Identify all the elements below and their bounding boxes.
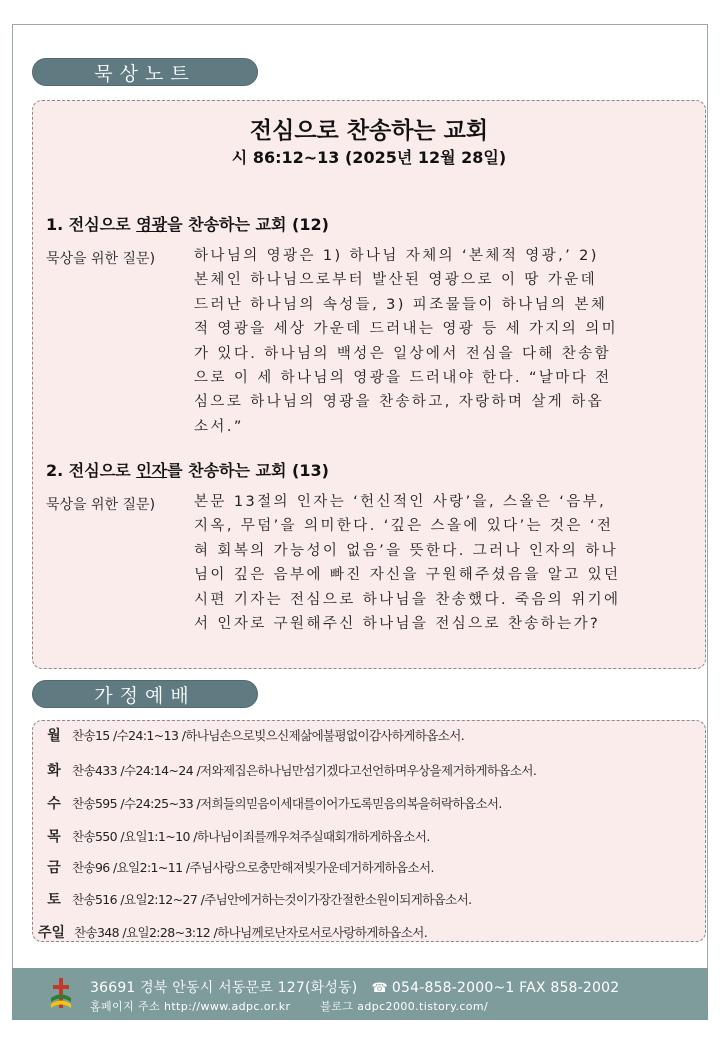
point-1-line: 심으로 하나님의 영광을 찬송하고, 자랑하며 살게 하옵 bbox=[194, 394, 605, 411]
point-1-line: 하나님의 영광은 1) 하나님 자체의 ‘본체적 영광,’ 2) bbox=[194, 248, 599, 264]
day-label: 금 bbox=[47, 860, 61, 876]
footer-web-line bbox=[90, 998, 488, 1014]
point-2-line: 님이 깊은 음부에 빠진 자신을 구원해주셨음을 알고 있던 bbox=[194, 567, 621, 584]
day-label: 목 bbox=[47, 829, 61, 845]
point-1-line: 가 있다. 하나님의 백성은 일상에서 전심을 다해 찬송함 bbox=[194, 345, 612, 362]
phone-icon: ☎ bbox=[371, 981, 388, 996]
point-1-heading-prefix: 1. 전심으로 bbox=[46, 215, 137, 234]
meditation-notes-label: 묵상노트 bbox=[32, 58, 258, 86]
worship-text: 찬송550 /요일1:1~10 /하나님이죄를깨우쳐주실때회개하게하옵소서. bbox=[72, 829, 430, 844]
family-worship-row-thu bbox=[36, 825, 430, 847]
point-1-line: 소서.” bbox=[194, 418, 244, 435]
family-worship-row-mon bbox=[36, 724, 464, 746]
church-logo-icon bbox=[50, 976, 72, 1012]
worship-text: 찬송96 /요일2:1~11 /주님사랑으로충만해져빛가운데거하게하옵소서. bbox=[72, 860, 434, 875]
day-label: 토 bbox=[47, 892, 61, 908]
point-2-question-body bbox=[194, 490, 688, 636]
family-worship-row-sun bbox=[36, 921, 427, 943]
point-1-question-body bbox=[194, 244, 688, 439]
sermon-subtitle: 시 86:12~13 (2025년 12월 28일) bbox=[231, 148, 507, 167]
worship-text: 찬송15 /수24:1~13 /하나님손으로빚으신제삶에불평없이감사하게하옵소서. bbox=[72, 728, 465, 743]
day-label: 월 bbox=[47, 728, 61, 744]
footer-homepage[interactable]: 홈페이지 주소 http://www.adpc.or.kr bbox=[90, 1000, 291, 1013]
family-worship-row-tue bbox=[36, 759, 536, 781]
point-1-line: 적 영광을 세상 가운데 드러내는 영광 등 세 가지의 의미 bbox=[194, 321, 619, 338]
footer bbox=[12, 968, 708, 1020]
family-worship-label: 가정예배 bbox=[32, 680, 258, 708]
worship-text: 찬송433 /수24:14~24 /저와제집은하나님만섬기겠다고선언하며우상을제거하게하옵소서. bbox=[72, 763, 537, 778]
point-2-line: 본문 13절의 인자는 ‘헌신적인 사랑’을, 스올은 ‘음부, bbox=[194, 494, 607, 510]
point-2-line: 혀 회복의 가능성이 없음’을 뜻한다. 그러나 인자의 하나 bbox=[194, 542, 619, 559]
point-2-heading-keyword: 인자 bbox=[136, 461, 168, 480]
worship-text: 찬송348 /요일2:28~3:12 /하나님께로난자로서로사랑하게하옵소서. bbox=[74, 925, 428, 940]
worship-text: 찬송516 /요일2:12~27 /주님안에거하는것이가장간절한소원이되게하옵소서. bbox=[72, 892, 472, 907]
point-1-heading-keyword: 영광 bbox=[136, 215, 168, 234]
point-2-line: 시편 기자는 전심으로 하나님을 찬송했다. 죽음의 위기에 bbox=[194, 591, 621, 608]
footer-blog[interactable]: 블로그 adpc2000.tistory.com/ bbox=[320, 1000, 489, 1013]
point-2-heading-prefix: 2. 전심으로 bbox=[46, 461, 137, 480]
day-label: 화 bbox=[47, 763, 61, 779]
point-1-line: 으로 이 세 하나님의 영광을 드러내야 한다. “날마다 전 bbox=[194, 370, 612, 387]
family-worship-row-fri bbox=[36, 856, 434, 878]
day-label: 수 bbox=[47, 796, 61, 812]
point-2-heading-suffix: 를 찬송하는 교회 (13) bbox=[167, 461, 329, 480]
footer-phone: 054-858-2000~1 FAX 858-2002 bbox=[391, 980, 620, 996]
point-1-question-label: 묵상을 위한 질문) bbox=[46, 251, 156, 267]
footer-address: 36691 경북 안동시 서동문로 127(화성동) bbox=[90, 980, 358, 996]
day-label: 주일 bbox=[38, 925, 66, 941]
point-2-line: 지옥, 무덤’을 의미한다. ‘깊은 스올에 있다’는 것은 ‘전 bbox=[194, 518, 614, 535]
point-1-line: 드러난 하나님의 속성들, 3) 피조물들이 하나님의 본체 bbox=[194, 296, 608, 313]
point-2-question-label: 묵상을 위한 질문) bbox=[46, 497, 156, 513]
family-worship-row-sat bbox=[36, 888, 471, 910]
point-2-line: 서 인자로 구원해주신 하나님을 전심으로 찬송하는가? bbox=[194, 616, 601, 633]
point-1-heading bbox=[46, 212, 329, 235]
sermon-title: 전심으로 찬송하는 교회 bbox=[249, 118, 489, 144]
point-1-heading-suffix: 을 찬송하는 교회 (12) bbox=[167, 215, 329, 234]
footer-contact-line bbox=[90, 977, 619, 997]
point-2-heading bbox=[46, 458, 329, 481]
worship-text: 찬송595 /수24:25~33 /저희들의믿음이세대를이어가도록믿음의복을허락하옵소서. bbox=[72, 796, 502, 811]
family-worship-row-wed bbox=[36, 792, 502, 814]
point-1-line: 본체인 하나님으로부터 발산된 영광으로 이 땅 가운데 bbox=[194, 272, 598, 289]
